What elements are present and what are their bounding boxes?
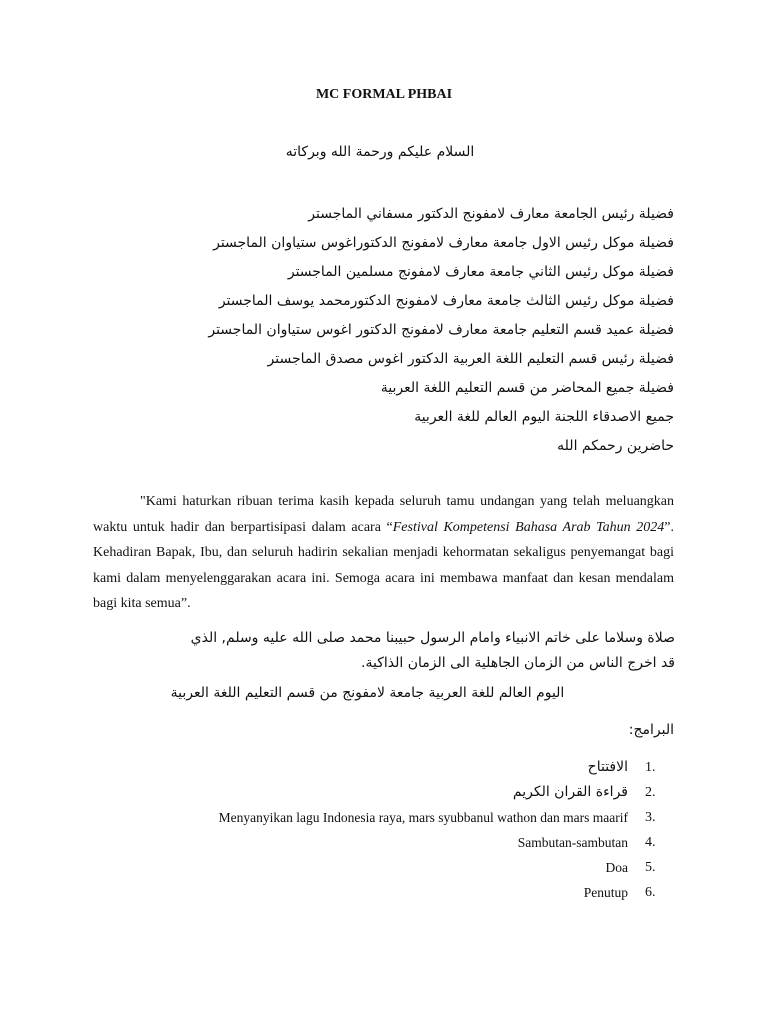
program-item-number: 1. bbox=[645, 760, 656, 775]
document-title: MC FORMAL PHBAI bbox=[315, 87, 453, 102]
program-item-text: قراءة القران الكريم bbox=[512, 784, 628, 800]
honorific-line: فضيلة موكل رئيس الثاني جامعة معارف لامفونج مسلمين الماجستر bbox=[287, 264, 674, 280]
program-item-number: 6. bbox=[645, 885, 656, 900]
program-item bbox=[120, 830, 675, 855]
program-item bbox=[120, 780, 675, 805]
honorific-line: فضيلة جميع المحاضر من قسم التعليم اللغة العربية bbox=[380, 380, 674, 396]
event-line: اليوم العالم للغة العربية جامعة لامفونج من قسم التعليم اللغة العربية bbox=[170, 685, 565, 701]
welcome-paragraph bbox=[93, 489, 674, 617]
paragraph-part-2: ”. Kehadiran Bapak, Ibu, dan seluruh hadirin sekalian menjadi kehormatan sekaligus penyemangat bagi kami dalam menyelenggarakan acara ini. Semoga acara ini membawa manfaat dan kesan mendalam bagi kita semua”. bbox=[93, 519, 674, 611]
event-name: Festival Kompetensi Bahasa Arab Tahun 2024 bbox=[392, 519, 665, 535]
program-item-text: Doa bbox=[605, 860, 628, 875]
honorific-line: فضيلة رئيس الجامعة معارف لامفونج الدكتور مسفاني الماجستر bbox=[308, 206, 674, 222]
program-item-number: 3. bbox=[645, 810, 656, 825]
shalawat-line-1: صلاة وسلاما على خاتم الانبياء وامام الرسول حبيبنا محمد صلى الله عليه وسلم, الذي bbox=[190, 630, 675, 646]
paragraph-part-1: "Kami haturkan ribuan terima kasih kepada seluruh tamu undangan yang telah meluangkan waktu untuk hadir dan berpartisipasi dalam acara “ bbox=[93, 494, 674, 535]
program-item-text: Sambutan-sambutan bbox=[517, 835, 628, 850]
program-item-text: Penutup bbox=[583, 885, 628, 900]
honorific-line: فضيلة عميد قسم التعليم جامعة معارف لامفونج الدكتور اغوس ستياوان الماجستر bbox=[208, 322, 674, 338]
program-item-number: 2. bbox=[645, 785, 656, 800]
program-item-number: 5. bbox=[645, 860, 656, 875]
honorific-line: جميع الاصدقاء اللجنة اليوم العالم للغة العربية bbox=[414, 409, 674, 425]
program-heading: البرامج: bbox=[628, 722, 674, 738]
honorifics-list bbox=[74, 200, 674, 461]
program-item-text: الافتتاح bbox=[587, 759, 628, 775]
program-item bbox=[120, 755, 675, 780]
program-item bbox=[120, 805, 675, 830]
honorific-line: فضيلة موكل رئيس الاول جامعة معارف لامفونج الدكتوراغوس ستياوان الماجستر bbox=[213, 235, 674, 251]
program-item bbox=[120, 880, 675, 905]
program-list bbox=[120, 755, 675, 905]
program-item bbox=[120, 855, 675, 880]
program-item-text: Menyanyikan lagu Indonesia raya, mars syubbanul wathon dan mars maarif bbox=[218, 810, 628, 825]
shalawat-paragraph bbox=[120, 626, 675, 676]
shalawat-line-2: قد اخرج الناس من الزمان الجاهلية الى الزمان الذاكية. bbox=[361, 655, 675, 671]
honorific-line: حاضرين رحمكم الله bbox=[557, 438, 674, 454]
program-item-number: 4. bbox=[645, 835, 656, 850]
honorific-line: فضيلة رئيس قسم التعليم اللغة العربية الدكتور اغوس مصدق الماجستر bbox=[267, 351, 674, 367]
greeting-salam: السلام عليكم ورحمة الله وبركاته bbox=[285, 144, 475, 160]
honorific-line: فضيلة موكل رئيس الثالث جامعة معارف لامفونج الدكتورمحمد يوسف الماجستر bbox=[218, 293, 674, 309]
